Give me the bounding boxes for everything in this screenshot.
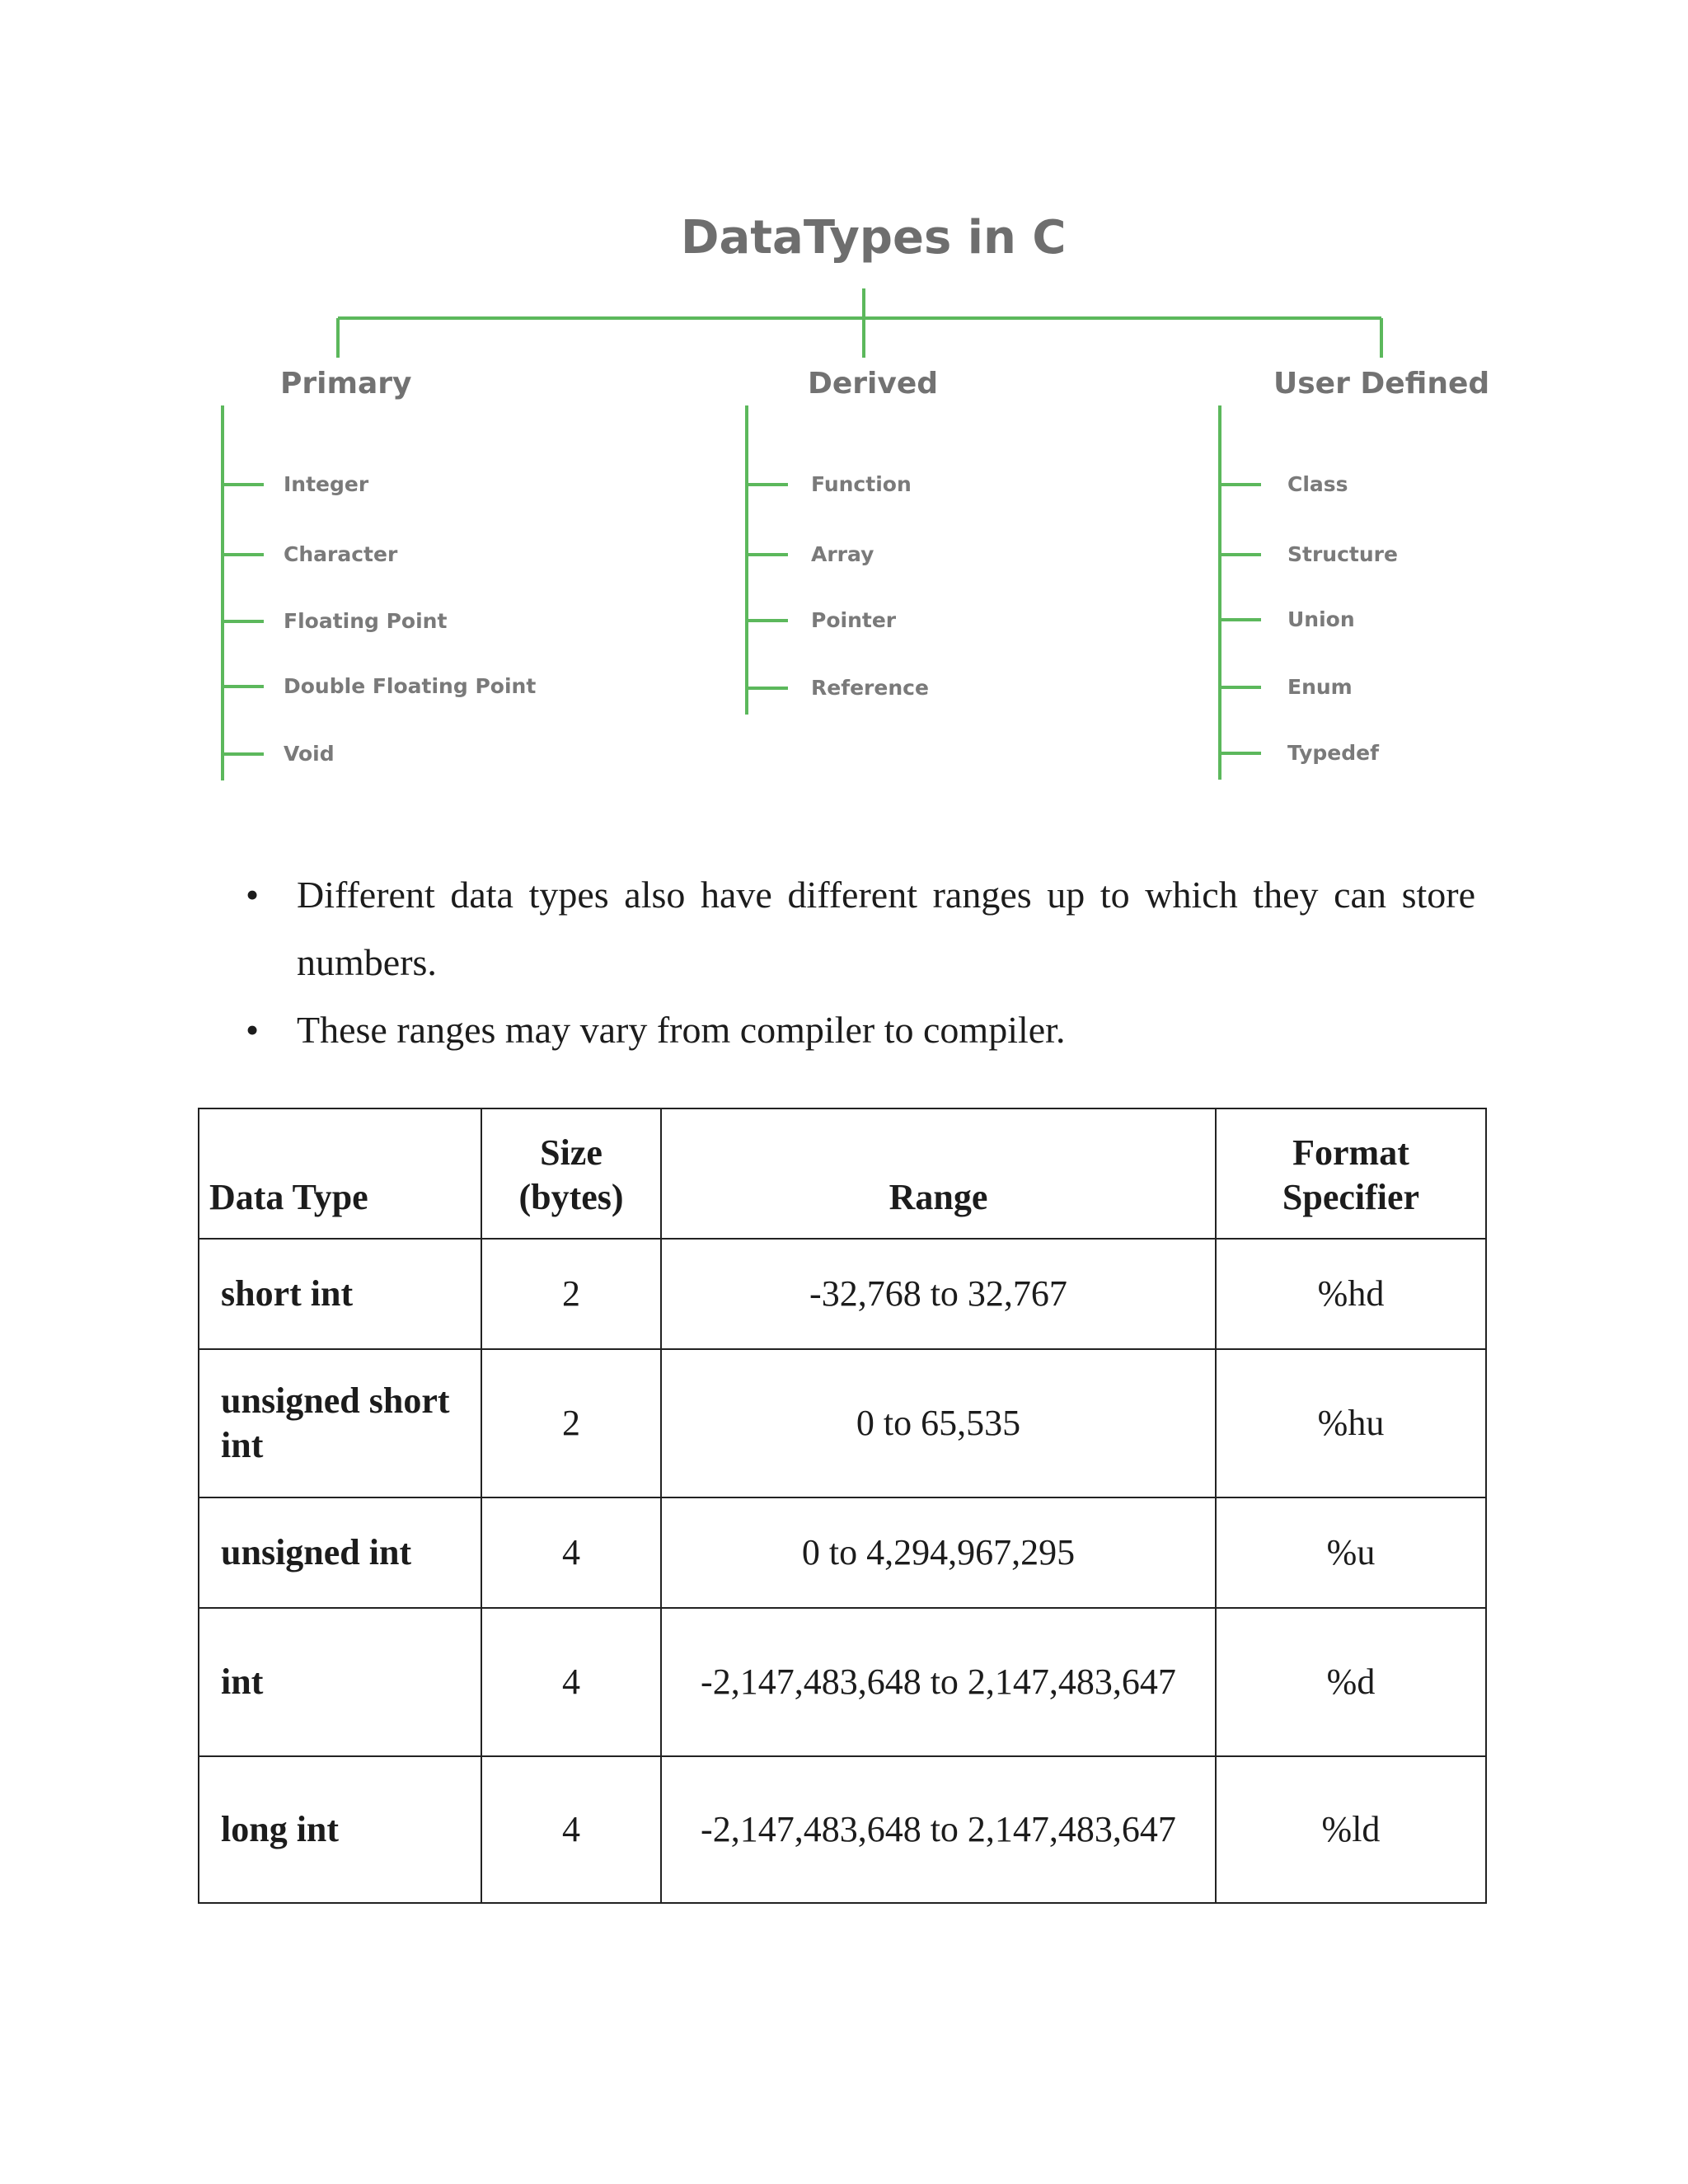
leaf-array: Array bbox=[811, 542, 874, 566]
cell-range: 0 to 4,294,967,295 bbox=[661, 1497, 1216, 1608]
data-types-table bbox=[198, 1108, 1487, 1904]
header-size: Size (bytes) bbox=[481, 1108, 661, 1239]
header-format-specifier: Format Specifier bbox=[1216, 1108, 1486, 1239]
column-heading-primary: Primary bbox=[280, 367, 412, 401]
table-row bbox=[199, 1756, 1486, 1903]
leaf-typedef: Typedef bbox=[1287, 741, 1379, 765]
cell-format: %hd bbox=[1216, 1239, 1486, 1349]
cell-format: %ld bbox=[1216, 1756, 1486, 1903]
leaf-union: Union bbox=[1287, 607, 1355, 631]
cell-size: 4 bbox=[481, 1608, 661, 1756]
header-range: Range bbox=[661, 1108, 1216, 1239]
cell-range: -2,147,483,648 to 2,147,483,647 bbox=[661, 1608, 1216, 1756]
cell-size: 4 bbox=[481, 1756, 661, 1903]
bullet-item: • Different data types also have different ranges up to which they can store numbers. bbox=[239, 861, 1475, 996]
table-row bbox=[199, 1349, 1486, 1497]
table-row bbox=[199, 1497, 1486, 1608]
cell-range: -32,768 to 32,767 bbox=[661, 1239, 1216, 1349]
cell-size: 4 bbox=[481, 1497, 661, 1608]
leaf-reference: Reference bbox=[811, 676, 929, 700]
cell-format: %d bbox=[1216, 1608, 1486, 1756]
cell-data-type: int bbox=[199, 1608, 481, 1756]
header-data-type: Data Type bbox=[199, 1108, 481, 1239]
leaf-character: Character bbox=[284, 542, 398, 566]
cell-data-type: short int bbox=[199, 1239, 481, 1349]
column-heading-derived: Derived bbox=[808, 367, 939, 401]
table-row bbox=[199, 1239, 1486, 1349]
cell-data-type: long int bbox=[199, 1756, 481, 1903]
leaf-class: Class bbox=[1287, 472, 1348, 496]
leaf-function: Function bbox=[811, 472, 912, 496]
table-row bbox=[199, 1608, 1486, 1756]
leaf-structure: Structure bbox=[1287, 542, 1398, 566]
leaf-void: Void bbox=[284, 742, 335, 766]
column-heading-user-defined: User Defined bbox=[1273, 367, 1490, 401]
cell-data-type: unsigned short int bbox=[199, 1349, 481, 1497]
diagram-title: DataTypes in C bbox=[681, 211, 1067, 265]
cell-data-type: unsigned int bbox=[199, 1497, 481, 1608]
cell-range: -2,147,483,648 to 2,147,483,647 bbox=[661, 1756, 1216, 1903]
cell-format: %u bbox=[1216, 1497, 1486, 1608]
table-header-row bbox=[199, 1108, 1486, 1239]
leaf-floating-point: Floating Point bbox=[284, 609, 448, 633]
cell-format: %hu bbox=[1216, 1349, 1486, 1497]
leaf-enum: Enum bbox=[1287, 675, 1353, 699]
leaf-pointer: Pointer bbox=[811, 608, 897, 632]
cell-range: 0 to 65,535 bbox=[661, 1349, 1216, 1497]
cell-size: 2 bbox=[481, 1239, 661, 1349]
diagram-connector-lines bbox=[198, 198, 1484, 808]
bullet-item: • These ranges may vary from compiler to compiler. bbox=[239, 996, 1475, 1064]
leaf-integer: Integer bbox=[284, 472, 369, 496]
bullet-list bbox=[239, 861, 1475, 1064]
cell-size: 2 bbox=[481, 1349, 661, 1497]
leaf-double-floating-point: Double Floating Point bbox=[284, 674, 537, 698]
datatypes-diagram bbox=[198, 198, 1490, 808]
